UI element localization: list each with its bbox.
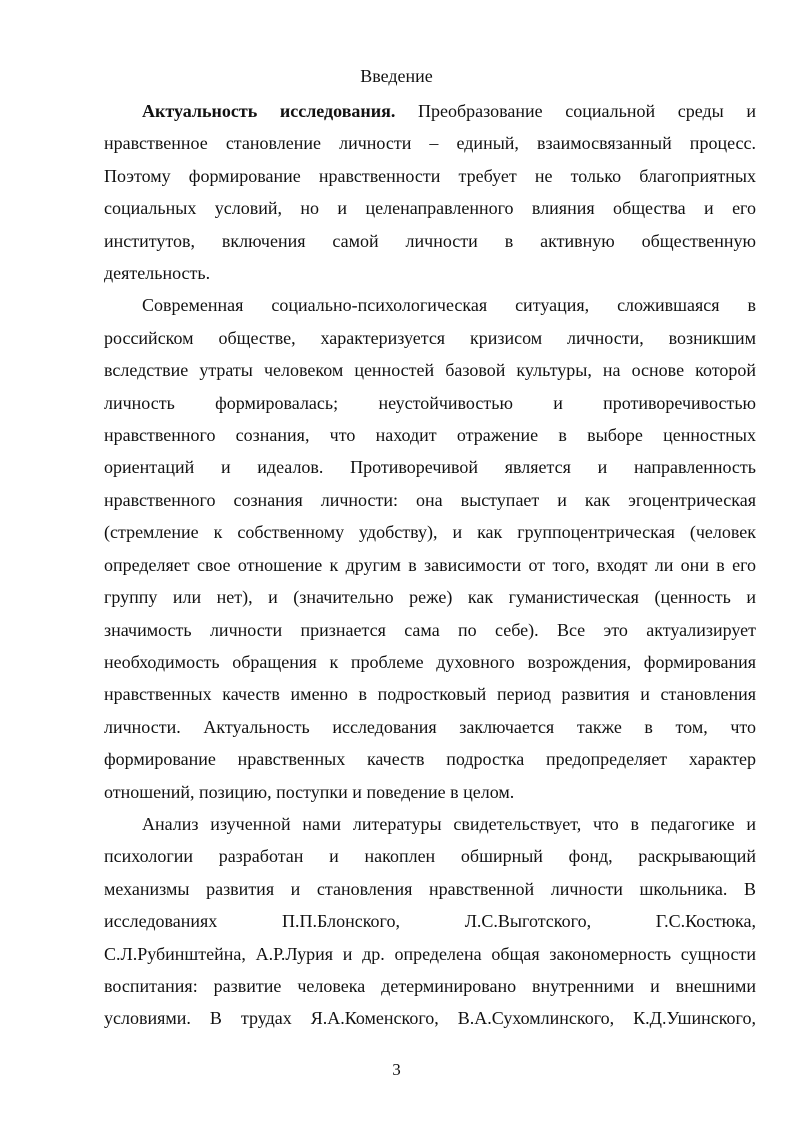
paragraph-relevance — [104, 95, 756, 289]
paragraph-line: значимость личности признается сама по себе). Все это актуализирует — [104, 619, 756, 640]
paragraph-line: Современная социально-психологическая ситуация, сложившаяся в — [142, 295, 756, 316]
paragraph-line: нравственное становление личности – единый, взаимосвязанный процесс. — [104, 133, 756, 154]
paragraph-line: нравственного сознания личности: она выступает и как эгоцентрическая — [104, 489, 756, 510]
section-title: Введение — [360, 66, 433, 86]
paragraph-line: условиями. В трудах Я.А.Коменского, В.А.Сухомлинского, К.Д.Ушинского, — [104, 1008, 756, 1029]
document-body — [104, 95, 756, 1035]
page-number: 3 — [392, 1060, 401, 1079]
paragraph-line: С.Л.Рубинштейна, А.Р.Лурия и др. определена общая закономерность сущности — [104, 943, 756, 964]
paragraph-situation — [104, 289, 756, 808]
paragraph-line: психологии разработан и накоплен обширный фонд, раскрывающий — [104, 846, 756, 867]
relevance-lead: Актуальность исследования. — [142, 101, 396, 121]
paragraph-line: отношений, позицию, поступки и поведение в целом. — [104, 781, 515, 802]
paragraph-literature — [104, 808, 756, 1035]
paragraph-line: механизмы развития и становления нравственной личности школьника. В — [104, 878, 756, 899]
paragraph-line: формирование нравственных качеств подростка предопределяет характер — [104, 749, 756, 770]
paragraph-line: личности. Актуальность исследования заключается также в том, что — [104, 716, 756, 737]
paragraph-line: ориентаций и идеалов. Противоречивой является и направленность — [104, 457, 756, 478]
paragraph-line: Анализ изученной нами литературы свидетельствует, что в педагогике и — [142, 813, 756, 834]
paragraph-line: нравственных качеств именно в подростковый период развития и становления — [104, 684, 756, 705]
paragraph-line: (стремление к собственному удобству), и как группоцентрическая (человек — [104, 522, 756, 543]
paragraph-line: российском обществе, характеризуется кризисом личности, возникшим — [104, 327, 756, 348]
paragraph-line: личность формировалась; неустойчивостью и противоречивостью — [104, 392, 756, 413]
paragraph-line: деятельность. — [104, 263, 211, 284]
paragraph-line-text: Преобразование социальной среды и — [395, 101, 756, 121]
paragraph-line: определяет свое отношение к другим в зависимости от того, входят ли они в его — [104, 554, 756, 575]
paragraph-line: социальных условий, но и целенаправленного влияния общества и его — [104, 198, 756, 219]
paragraph-line: Поэтому формирование нравственности требует не только благоприятных — [104, 165, 756, 186]
paragraph-line: нравственного сознания, что находит отражение в выборе ценностных — [104, 425, 756, 446]
paragraph-line: группу или нет), и (значительно реже) как гуманистическая (ценность и — [104, 587, 756, 608]
paragraph-line — [104, 95, 756, 127]
paragraph-line: исследованиях П.П.Блонского, Л.С.Выготского, Г.С.Костюка, — [104, 911, 756, 932]
paragraph-line: институтов, включения самой личности в активную общественную — [104, 230, 756, 251]
paragraph-line: воспитания: развитие человека детерминировано внутренними и внешними — [104, 975, 756, 996]
paragraph-line: необходимость обращения к проблеме духовного возрождения, формирования — [104, 651, 756, 672]
paragraph-line: вследствие утраты человеком ценностей базовой культуры, на основе которой — [104, 360, 756, 381]
